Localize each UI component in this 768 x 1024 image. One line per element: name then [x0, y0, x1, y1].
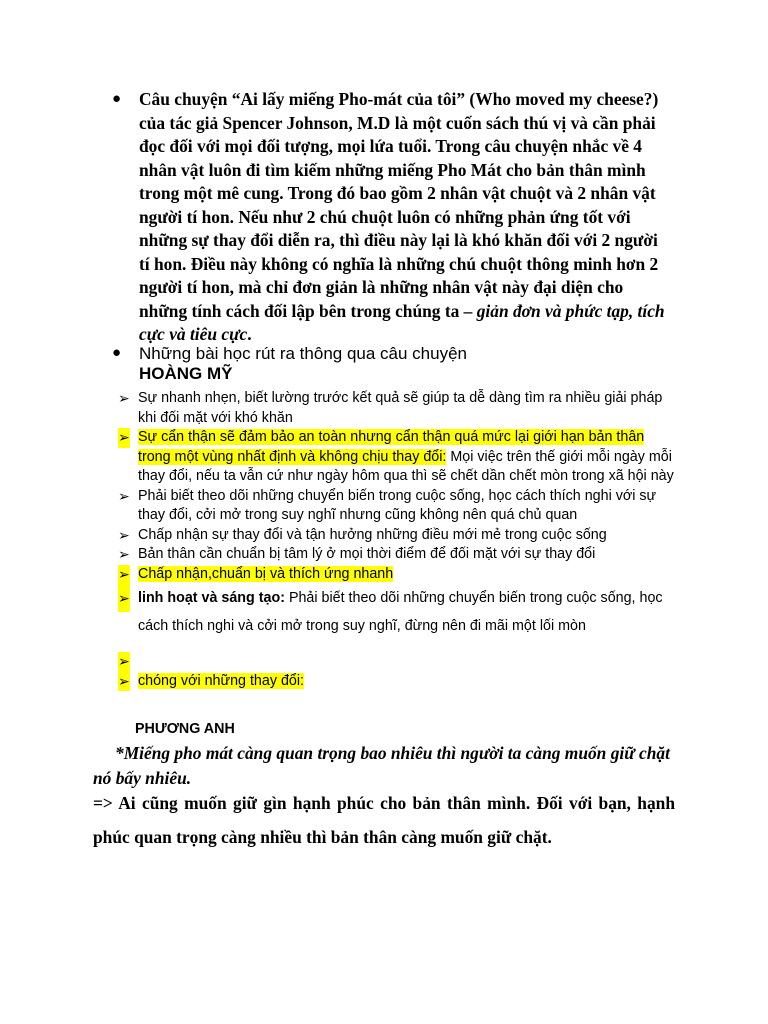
arrow-bullet-icon: ➢: [118, 672, 130, 692]
list-item-text: Phải biết theo dõi những chuyển biến trong cuộc sống, học cách thích nghi với sự thay đổi, cởi mở trong suy nghĩ nhưng cũng không nên quá chủ quan: [138, 487, 657, 523]
list-item-text: Chấp nhận sự thay đổi và tận hưởng những điều mới mẻ trong cuộc sống: [138, 526, 607, 543]
intro-text-end: .: [247, 324, 252, 344]
arrow-bullet-icon: ➢: [118, 565, 130, 585]
lessons-heading-text: Những bài học rút ra thông qua câu chuyện: [139, 344, 467, 363]
list-item: [118, 672, 678, 692]
author-hoang-my: HOÀNG MỸ: [139, 364, 233, 383]
list-item: [118, 584, 678, 640]
list-item: [118, 487, 678, 526]
list-item: [118, 545, 678, 565]
list-item: [118, 565, 678, 585]
arrow-bullet-icon: ➢: [118, 526, 130, 543]
arrow-bullet-icon: ➢: [118, 584, 130, 612]
list-item-text: Mọi việc trên thế giới mỗi ngày mỗi thay đổi, nếu ta vẫn cứ như ngày hôm qua thì sẽ chết dần chết mòn trong xã hội này: [138, 448, 674, 484]
intro-text-italic: giản đơn và phức tạp, tích cực và tiêu cực: [139, 300, 665, 344]
lessons-bullet-item: [112, 344, 672, 384]
conclusion-paragraph: => Ai cũng muốn giữ gìn hạnh phúc cho bản thân mình. Đối với bạn, hạnh phúc quan trọng càng nhiều thì bản thân càng muốn giữ chặt.: [93, 793, 675, 847]
lessons-heading: [139, 344, 672, 384]
list-item-highlight: chóng với những thay đổi:: [138, 672, 304, 689]
list-item-highlight: Sự cẩn thận sẽ đảm bảo an toàn nhưng cẩn thận quá mức lại giới hạn bản thân trong một vùng nhất định và không chịu thay đổi:: [138, 429, 645, 465]
bullet-dot: ●: [112, 344, 122, 361]
list-item-text: Bản thân cần chuẩn bị tâm lý ở mọi thời điểm để đối mặt với sự thay đổi: [138, 546, 596, 562]
intro-bullet-item: [112, 88, 672, 347]
arrow-bullet-icon: ➢: [118, 546, 130, 562]
arrow-bullet-icon: ➢: [118, 652, 130, 672]
conclusion-quote: *Miếng pho mát càng quan trọng bao nhiêu thì người ta càng muốn giữ chặt nó bấy nhiêu.: [93, 743, 670, 788]
list-item-bold: linh hoạt và sáng tạo:: [138, 590, 285, 606]
list-item-text: Sự nhanh nhẹn, biết lường trước kết quả sẽ giúp ta dễ dàng tìm ra nhiều giải pháp khi đối mặt với khó khăn: [138, 390, 663, 426]
list-item: [118, 428, 678, 487]
arrow-bullet-icon: ➢: [118, 390, 130, 406]
list-item-text: Phải biết theo dõi những chuyển biến trong cuộc sống, học cách thích nghi và cởi mở trong suy nghĩ, đừng nên đi mãi một lối mòn: [138, 590, 663, 634]
list-item-empty: [118, 652, 678, 672]
arrow-bullet-icon: ➢: [118, 428, 130, 448]
intro-text-main: Câu chuyện “Ai lấy miếng Pho-mát của tôi” (Who moved my cheese?) của tác giả Spencer Johnson, M.D là một cuốn sách thú vị và cần phải đọc đối với mọi đối tượng, mọi lứa tuổi. Trong câu chuyện nhắc về 4 nhân vật luôn đi tìm kiếm những miếng Pho Mát cho bản thân mình trong một mê cung. Trong đó bao gồm 2 nhân vật chuột và 2 nhân vật người tí hon. Nếu như 2 chú chuột luôn có những phản ứng tốt với những sự thay đổi diễn ra, thì điều này lại là khó khăn đối với 2 người tí hon. Điều này không có nghĩa là những chú chuột thông minh hơn 2 người tí hon, mà chỉ đơn giản là những nhân vật này đại diện cho những tính cách đối lập bên trong chúng ta –: [139, 89, 659, 321]
list-item: [118, 389, 678, 428]
arrow-bullet-icon: ➢: [118, 487, 130, 504]
list-item: [118, 526, 678, 546]
bullet-dot: ●: [112, 90, 122, 107]
list-item-highlight: Chấp nhận,chuẩn bị và thích ứng nhanh: [138, 565, 394, 582]
author-phuong-anh: PHƯƠNG ANH: [135, 721, 235, 737]
intro-paragraph: [139, 88, 672, 347]
lessons-list: [118, 389, 678, 691]
